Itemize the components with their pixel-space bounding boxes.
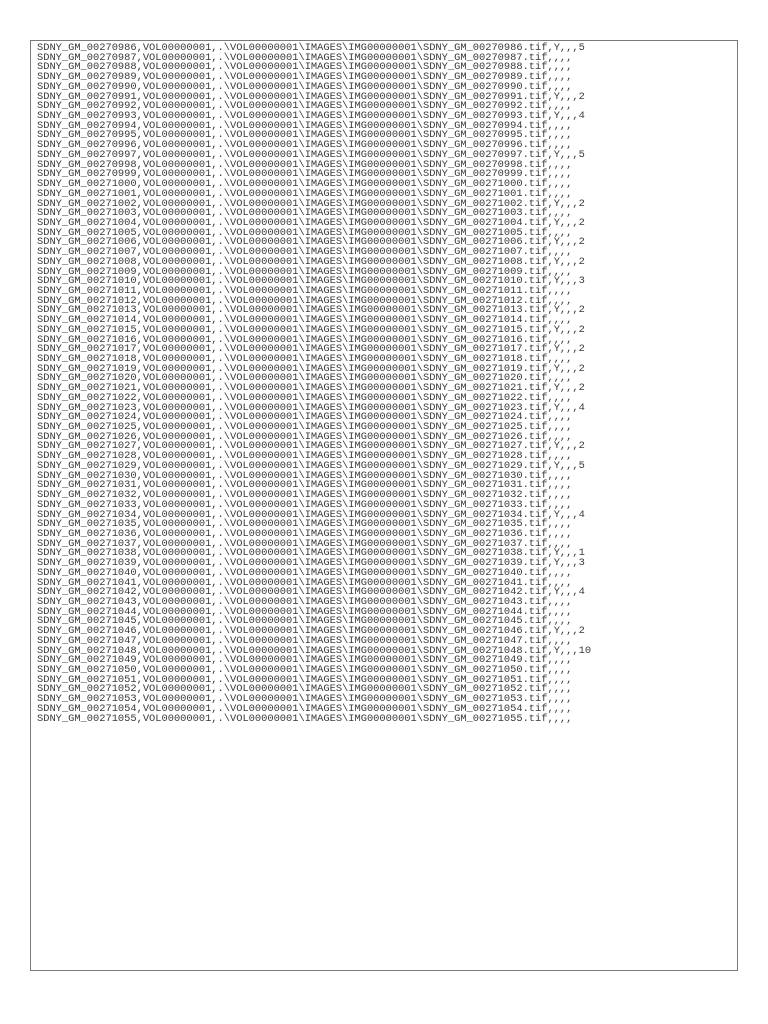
text-line: SDNY_GM_00271005,VOL00000001,.\VOL00000001\IMAGES\IMG00000001\SDNY_GM_00271005.tif,,,, xyxy=(37,226,573,239)
text-line: SDNY_GM_00271009,VOL00000001,.\VOL00000001\IMAGES\IMG00000001\SDNY_GM_00271009.tif,,,, xyxy=(37,265,573,278)
text-line: SDNY_GM_00271037,VOL00000001,.\VOL00000001\IMAGES\IMG00000001\SDNY_GM_00271037.tif,,,, xyxy=(37,537,573,550)
text-line: SDNY_GM_00271015,VOL00000001,.\VOL00000001\IMAGES\IMG00000001\SDNY_GM_00271015.tif,Y,,,2 xyxy=(37,323,585,336)
text-line: SDNY_GM_00271006,VOL00000001,.\VOL00000001\IMAGES\IMG00000001\SDNY_GM_00271006.tif,Y,,,2 xyxy=(37,236,585,249)
text-line: SDNY_GM_00271027,VOL00000001,.\VOL00000001\IMAGES\IMG00000001\SDNY_GM_00271027.tif,Y,,,2 xyxy=(37,440,585,453)
text-line: SDNY_GM_00271001,VOL00000001,.\VOL00000001\IMAGES\IMG00000001\SDNY_GM_00271001.tif,,,, xyxy=(37,187,573,200)
text-line: SDNY_GM_00271013,VOL00000001,.\VOL00000001\IMAGES\IMG00000001\SDNY_GM_00271013.tif,Y,,,2 xyxy=(37,304,585,317)
text-line: SDNY_GM_00270995,VOL00000001,.\VOL00000001\IMAGES\IMG00000001\SDNY_GM_00270995.tif,,,, xyxy=(37,129,573,142)
text-line: SDNY_GM_00271002,VOL00000001,.\VOL00000001\IMAGES\IMG00000001\SDNY_GM_00271002.tif,Y,,,2 xyxy=(37,197,585,210)
text-line: SDNY_GM_00271019,VOL00000001,.\VOL00000001\IMAGES\IMG00000001\SDNY_GM_00271019.tif,Y,,,2 xyxy=(37,362,585,375)
text-line: SDNY_GM_00271017,VOL00000001,.\VOL00000001\IMAGES\IMG00000001\SDNY_GM_00271017.tif,Y,,,2 xyxy=(37,343,585,356)
text-line: SDNY_GM_00271055,VOL00000001,.\VOL00000001\IMAGES\IMG00000001\SDNY_GM_00271055.tif,,,, xyxy=(37,712,573,725)
text-line: SDNY_GM_00270987,VOL00000001,.\VOL00000001\IMAGES\IMG00000001\SDNY_GM_00270987.tif,,,, xyxy=(37,51,573,64)
text-line: SDNY_GM_00271007,VOL00000001,.\VOL00000001\IMAGES\IMG00000001\SDNY_GM_00271007.tif,,,, xyxy=(37,246,573,259)
text-line: SDNY_GM_00270998,VOL00000001,.\VOL00000001\IMAGES\IMG00000001\SDNY_GM_00270998.tif,,,, xyxy=(37,158,573,171)
text-line: SDNY_GM_00270989,VOL00000001,.\VOL00000001\IMAGES\IMG00000001\SDNY_GM_00270989.tif,,,, xyxy=(37,71,573,84)
text-line: SDNY_GM_00270986,VOL00000001,.\VOL00000001\IMAGES\IMG00000001\SDNY_GM_00270986.tif,Y,,,5 xyxy=(37,42,585,54)
text-line: SDNY_GM_00271043,VOL00000001,.\VOL00000001\IMAGES\IMG00000001\SDNY_GM_00271043.tif,,,, xyxy=(37,595,573,608)
text-line: SDNY_GM_00271014,VOL00000001,.\VOL00000001\IMAGES\IMG00000001\SDNY_GM_00271014.tif,,,, xyxy=(37,314,573,327)
text-line: SDNY_GM_00271030,VOL00000001,.\VOL00000001\IMAGES\IMG00000001\SDNY_GM_00271030.tif,,,, xyxy=(37,469,573,482)
text-line: SDNY_GM_00271028,VOL00000001,.\VOL00000001\IMAGES\IMG00000001\SDNY_GM_00271028.tif,,,, xyxy=(37,450,573,463)
text-line: SDNY_GM_00271050,VOL00000001,.\VOL00000001\IMAGES\IMG00000001\SDNY_GM_00271050.tif,,,, xyxy=(37,664,573,676)
text-line: SDNY_GM_00271008,VOL00000001,.\VOL00000001\IMAGES\IMG00000001\SDNY_GM_00271008.tif,Y,,,2 xyxy=(37,255,585,268)
text-line: SDNY_GM_00271045,VOL00000001,.\VOL00000001\IMAGES\IMG00000001\SDNY_GM_00271045.tif,,,, xyxy=(37,615,573,628)
text-line: SDNY_GM_00271000,VOL00000001,.\VOL00000001\IMAGES\IMG00000001\SDNY_GM_00271000.tif,,,, xyxy=(37,178,573,191)
text-line: SDNY_GM_00270992,VOL00000001,.\VOL00000001\IMAGES\IMG00000001\SDNY_GM_00270992.tif,,,, xyxy=(37,100,573,113)
text-line: SDNY_GM_00271022,VOL00000001,.\VOL00000001\IMAGES\IMG00000001\SDNY_GM_00271022.tif,,,, xyxy=(37,391,573,404)
text-line: SDNY_GM_00271039,VOL00000001,.\VOL00000001\IMAGES\IMG00000001\SDNY_GM_00271039.tif,Y,,,3 xyxy=(37,557,585,570)
text-line: SDNY_GM_00270990,VOL00000001,.\VOL00000001\IMAGES\IMG00000001\SDNY_GM_00270990.tif,,,, xyxy=(37,80,573,93)
text-line: SDNY_GM_00271051,VOL00000001,.\VOL00000001\IMAGES\IMG00000001\SDNY_GM_00271051.tif,,,, xyxy=(37,673,573,686)
text-line: SDNY_GM_00271047,VOL00000001,.\VOL00000001\IMAGES\IMG00000001\SDNY_GM_00271047.tif,,,, xyxy=(37,634,573,647)
text-line: SDNY_GM_00271042,VOL00000001,.\VOL00000001\IMAGES\IMG00000001\SDNY_GM_00271042.tif,Y,,,4 xyxy=(37,586,585,599)
text-line: SDNY_GM_00271035,VOL00000001,.\VOL00000001\IMAGES\IMG00000001\SDNY_GM_00271035.tif,,,, xyxy=(37,518,573,531)
text-line: SDNY_GM_00271012,VOL00000001,.\VOL00000001\IMAGES\IMG00000001\SDNY_GM_00271012.tif,,,, xyxy=(37,294,573,307)
text-line: SDNY_GM_00270993,VOL00000001,.\VOL00000001\IMAGES\IMG00000001\SDNY_GM_00270993.tif,Y,,,4 xyxy=(37,110,585,123)
text-line: SDNY_GM_00270988,VOL00000001,.\VOL00000001\IMAGES\IMG00000001\SDNY_GM_00270988.tif,,,, xyxy=(37,61,573,74)
text-line: SDNY_GM_00271036,VOL00000001,.\VOL00000001\IMAGES\IMG00000001\SDNY_GM_00271036.tif,,,, xyxy=(37,527,573,540)
load-file-lines xyxy=(37,44,591,724)
document-frame xyxy=(30,40,738,971)
text-line: SDNY_GM_00270991,VOL00000001,.\VOL00000001\IMAGES\IMG00000001\SDNY_GM_00270991.tif,Y,,,2 xyxy=(37,90,585,103)
text-line: SDNY_GM_00271020,VOL00000001,.\VOL00000001\IMAGES\IMG00000001\SDNY_GM_00271020.tif,,,, xyxy=(37,372,573,385)
text-line: SDNY_GM_00271016,VOL00000001,.\VOL00000001\IMAGES\IMG00000001\SDNY_GM_00271016.tif,,,, xyxy=(37,333,573,346)
text-line: SDNY_GM_00271026,VOL00000001,.\VOL00000001\IMAGES\IMG00000001\SDNY_GM_00271026.tif,,,, xyxy=(37,430,573,443)
text-line: SDNY_GM_00271029,VOL00000001,.\VOL00000001\IMAGES\IMG00000001\SDNY_GM_00271029.tif,Y,,,5 xyxy=(37,459,585,472)
text-line: SDNY_GM_00271004,VOL00000001,.\VOL00000001\IMAGES\IMG00000001\SDNY_GM_00271004.tif,Y,,,2 xyxy=(37,216,585,229)
text-line: SDNY_GM_00271031,VOL00000001,.\VOL00000001\IMAGES\IMG00000001\SDNY_GM_00271031.tif,,,, xyxy=(37,479,573,492)
text-line: SDNY_GM_00271046,VOL00000001,.\VOL00000001\IMAGES\IMG00000001\SDNY_GM_00271046.tif,Y,,,2 xyxy=(37,625,585,638)
text-line: SDNY_GM_00271038,VOL00000001,.\VOL00000001\IMAGES\IMG00000001\SDNY_GM_00271038.tif,Y,,,1 xyxy=(37,547,585,560)
text-line: SDNY_GM_00271040,VOL00000001,.\VOL00000001\IMAGES\IMG00000001\SDNY_GM_00271040.tif,,,, xyxy=(37,566,573,579)
text-line: SDNY_GM_00271033,VOL00000001,.\VOL00000001\IMAGES\IMG00000001\SDNY_GM_00271033.tif,,,, xyxy=(37,498,573,511)
text-line: SDNY_GM_00271052,VOL00000001,.\VOL00000001\IMAGES\IMG00000001\SDNY_GM_00271052.tif,,,, xyxy=(37,683,573,696)
text-line: SDNY_GM_00271010,VOL00000001,.\VOL00000001\IMAGES\IMG00000001\SDNY_GM_00271010.tif,Y,,,3 xyxy=(37,275,585,288)
text-line: SDNY_GM_00271011,VOL00000001,.\VOL00000001\IMAGES\IMG00000001\SDNY_GM_00271011.tif,,,, xyxy=(37,284,573,297)
text-line: SDNY_GM_00271024,VOL00000001,.\VOL00000001\IMAGES\IMG00000001\SDNY_GM_00271024.tif,,,, xyxy=(37,411,573,424)
text-line: SDNY_GM_00271003,VOL00000001,.\VOL00000001\IMAGES\IMG00000001\SDNY_GM_00271003.tif,,,, xyxy=(37,207,573,220)
text-line: SDNY_GM_00271032,VOL00000001,.\VOL00000001\IMAGES\IMG00000001\SDNY_GM_00271032.tif,,,, xyxy=(37,489,573,502)
text-line: SDNY_GM_00271025,VOL00000001,.\VOL00000001\IMAGES\IMG00000001\SDNY_GM_00271025.tif,,,, xyxy=(37,421,573,434)
text-line: SDNY_GM_00271049,VOL00000001,.\VOL00000001\IMAGES\IMG00000001\SDNY_GM_00271049.tif,,,, xyxy=(37,654,573,667)
text-line: SDNY_GM_00270994,VOL00000001,.\VOL00000001\IMAGES\IMG00000001\SDNY_GM_00270994.tif,,,, xyxy=(37,119,573,132)
text-line: SDNY_GM_00271044,VOL00000001,.\VOL00000001\IMAGES\IMG00000001\SDNY_GM_00271044.tif,,,, xyxy=(37,605,573,618)
text-line: SDNY_GM_00271041,VOL00000001,.\VOL00000001\IMAGES\IMG00000001\SDNY_GM_00271041.tif,,,, xyxy=(37,576,573,589)
text-line: SDNY_GM_00270996,VOL00000001,.\VOL00000001\IMAGES\IMG00000001\SDNY_GM_00270996.tif,,,, xyxy=(37,139,573,152)
text-line: SDNY_GM_00271048,VOL00000001,.\VOL00000001\IMAGES\IMG00000001\SDNY_GM_00271048.tif,Y,,,10 xyxy=(37,644,592,657)
text-line: SDNY_GM_00271034,VOL00000001,.\VOL00000001\IMAGES\IMG00000001\SDNY_GM_00271034.tif,Y,,,4 xyxy=(37,508,585,521)
text-line: SDNY_GM_00271018,VOL00000001,.\VOL00000001\IMAGES\IMG00000001\SDNY_GM_00271018.tif,,,, xyxy=(37,353,573,365)
text-line: SDNY_GM_00271021,VOL00000001,.\VOL00000001\IMAGES\IMG00000001\SDNY_GM_00271021.tif,Y,,,2 xyxy=(37,382,585,395)
text-line: SDNY_GM_00271053,VOL00000001,.\VOL00000001\IMAGES\IMG00000001\SDNY_GM_00271053.tif,,,, xyxy=(37,693,573,706)
text-line: SDNY_GM_00271023,VOL00000001,.\VOL00000001\IMAGES\IMG00000001\SDNY_GM_00271023.tif,Y,,,4 xyxy=(37,401,585,414)
text-line: SDNY_GM_00271054,VOL00000001,.\VOL00000001\IMAGES\IMG00000001\SDNY_GM_00271054.tif,,,, xyxy=(37,702,573,715)
text-line: SDNY_GM_00270999,VOL00000001,.\VOL00000001\IMAGES\IMG00000001\SDNY_GM_00270999.tif,,,, xyxy=(37,168,573,181)
text-line: SDNY_GM_00270997,VOL00000001,.\VOL00000001\IMAGES\IMG00000001\SDNY_GM_00270997.tif,Y,,,5 xyxy=(37,148,585,161)
